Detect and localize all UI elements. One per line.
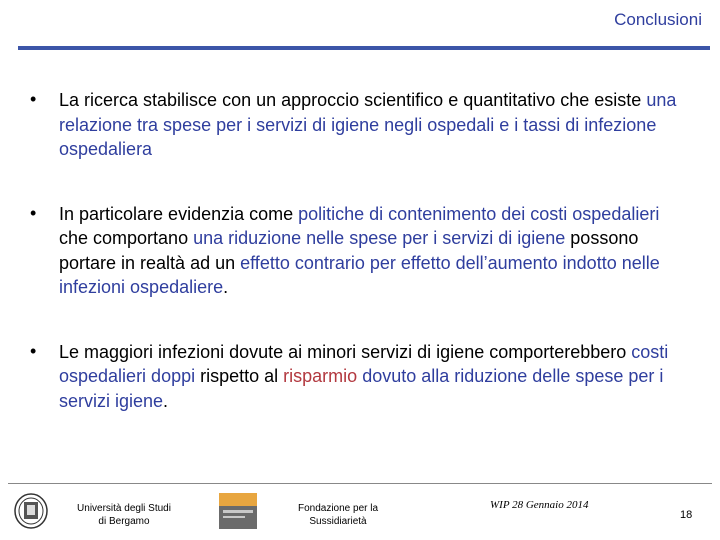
text-segment: Le maggiori infezioni dovute ai minori servizi di igiene comporterebbero (59, 341, 632, 362)
foundation-line: Sussidiarietà (309, 516, 367, 527)
text-segment: In particolare evidenzia come (59, 203, 299, 224)
foundation-name (290, 502, 386, 528)
text-segment: che comportano (59, 228, 194, 248)
highlighted-text: dovuto alla riduzione delle spese per i servizi igiene (59, 366, 664, 411)
header-divider (18, 46, 710, 50)
bullet-text (59, 342, 668, 411)
text-segment: . (223, 277, 229, 297)
page-number: 18 (680, 509, 693, 521)
text-segment: . (163, 390, 169, 411)
bullet-text (59, 204, 660, 298)
highlighted-text: una riduzione nelle spese per i servizi di igiene (193, 228, 566, 248)
bullet-item (30, 340, 690, 414)
bullet-icon: • (30, 202, 37, 223)
university-name (74, 502, 174, 528)
university-line: di Bergamo (98, 516, 150, 527)
highlighted-text: risparmio (283, 366, 358, 386)
highlighted-text: effetto contrario per effetto dell’aumento indotto nelle infezioni ospedaliere (59, 252, 660, 297)
foundation-line: Fondazione per la (297, 503, 379, 514)
bullet-item (30, 88, 690, 162)
bullet-list (30, 88, 690, 453)
slide-title: Conclusioni (614, 10, 702, 29)
foundation-logo-icon (219, 493, 257, 529)
highlighted-text: una relazione tra spese per i servizi di igiene negli ospedali e i tassi di infezione ospedaliera (59, 90, 677, 159)
bullet-item (30, 202, 690, 300)
highlighted-text: politiche di contenimento dei costi ospedalieri (298, 203, 660, 224)
footer-date: WIP 28 Gennaio 2014 (490, 499, 589, 511)
text-segment: possono portare in realtà ad un (59, 228, 639, 273)
bullet-icon: • (30, 340, 37, 361)
highlighted-text: costi ospedalieri doppi (59, 341, 669, 386)
footer-divider (8, 483, 712, 484)
university-line: Università degli Studi (77, 503, 171, 514)
university-seal-icon (13, 492, 49, 530)
bullet-icon: • (30, 89, 37, 109)
bullet-text (59, 90, 676, 159)
text-segment: La ricerca stabilisce con un approccio scientifico e quantitativo che esiste (59, 90, 647, 110)
text-segment: rispetto al (195, 366, 284, 386)
